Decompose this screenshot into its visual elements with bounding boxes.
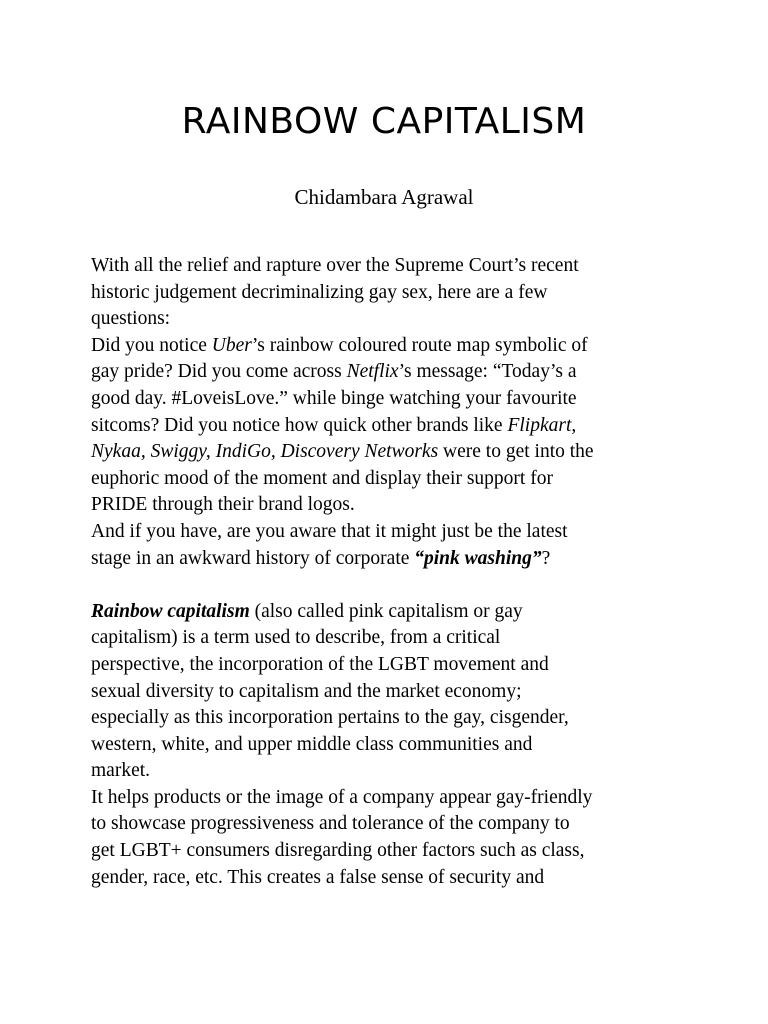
paragraph-effects — [91, 785, 691, 891]
text-line: get LGBT+ consumers disregarding other factors such as class, — [91, 840, 585, 862]
text-line: gender, race, etc. This creates a false sense of security and — [91, 866, 545, 888]
text-run: stage in an awkward history of corporate — [91, 547, 415, 569]
text-line — [91, 599, 691, 626]
brand-names-italic: Nykaa, Swiggy, IndiGo, Discovery Networks — [91, 441, 439, 463]
text-line: perspective, the incorporation of the LGBT movement and — [91, 653, 549, 675]
paragraph-questions — [91, 333, 691, 519]
text-line: capitalism) is a term used to describe, from a critical — [91, 627, 501, 649]
text-line: market. — [91, 760, 151, 782]
text-run: ’s message: “Today’s a — [398, 361, 577, 383]
text-line — [91, 546, 691, 573]
author-name: Chidambara Agrawal — [294, 185, 474, 209]
paragraph-definition — [91, 599, 691, 785]
term-bold-italic: Rainbow capitalism — [91, 600, 250, 622]
text-line: to showcase progressiveness and tolerance of the company to — [91, 813, 570, 835]
text-line: euphoric mood of the moment and display their support for — [91, 467, 553, 489]
text-line: It helps products or the image of a company appear gay-friendly — [91, 786, 593, 808]
text-line: western, white, and upper middle class communities and — [91, 733, 533, 755]
text-run: ? — [541, 547, 551, 569]
text-run: were to get into the — [438, 441, 594, 463]
text-run: gay pride? Did you come across — [91, 361, 347, 383]
text-line: And if you have, are you aware that it might just be the latest — [91, 520, 568, 542]
text-line — [91, 413, 691, 440]
text-line: especially as this incorporation pertains to the gay, cisgender, — [91, 707, 569, 729]
article-body — [91, 253, 691, 891]
text-line: historic judgement decriminalizing gay sex, here are a few — [91, 281, 548, 303]
brand-name-italic: Flipkart, — [507, 414, 577, 436]
brand-name-italic: Uber — [211, 334, 252, 356]
emphasis-bold-italic: “pink washing” — [414, 547, 542, 569]
text-line: questions: — [91, 308, 171, 330]
text-line — [91, 333, 691, 360]
text-line: With all the relief and rapture over the Supreme Court’s recent — [91, 255, 579, 276]
document-title: RAINBOW CAPITALISM — [181, 101, 587, 142]
text-run: (also called pink capitalism or gay — [249, 600, 523, 622]
paragraph-spacer — [91, 572, 691, 599]
text-run: sitcoms? Did you notice how quick other brands like — [91, 414, 508, 436]
paragraph-intro — [91, 253, 691, 333]
text-line — [91, 439, 691, 466]
paragraph-pink-washing — [91, 519, 691, 572]
text-run: Did you notice — [91, 334, 212, 356]
text-line: sexual diversity to capitalism and the market economy; — [91, 680, 522, 702]
text-line: good day. #LoveisLove.” while binge watching your favourite — [91, 387, 577, 409]
text-line — [91, 359, 691, 386]
text-line: PRIDE through their brand logos. — [91, 494, 355, 516]
text-run: ’s rainbow coloured route map symbolic of — [251, 334, 588, 356]
brand-name-italic: Netflix — [346, 361, 399, 383]
